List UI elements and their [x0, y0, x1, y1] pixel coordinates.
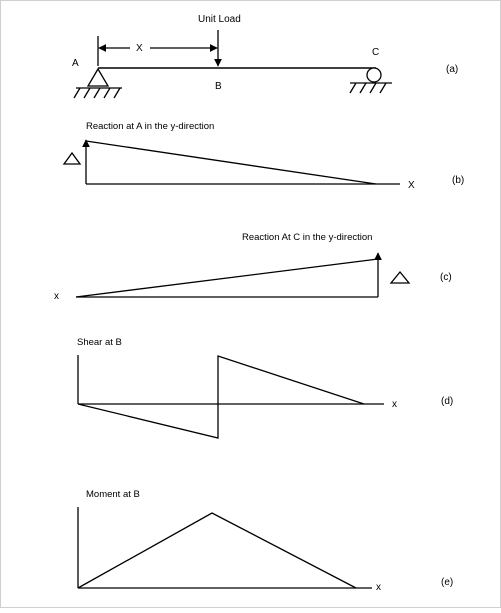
roller-support-icon — [350, 68, 392, 93]
unit-load-label: Unit Load — [198, 14, 241, 25]
panel-c-axis-label: x — [54, 291, 59, 302]
panel-e-title: Moment at B — [86, 489, 140, 500]
panel-d-influence-line — [78, 356, 364, 438]
panel-a-tag: (a) — [446, 64, 459, 75]
panel-a-beam-diagram — [72, 14, 458, 98]
panel-b-axis-label: X — [408, 180, 415, 191]
panel-c-tag: (c) — [440, 272, 452, 283]
point-a-label: A — [72, 58, 79, 69]
panel-e-axis-label: x — [376, 582, 381, 593]
delta-icon — [64, 153, 80, 164]
panel-b-influence-line — [86, 141, 376, 184]
panel-c-reaction-c — [54, 232, 452, 302]
distance-label: X — [136, 43, 143, 54]
panel-d-axis-label: x — [392, 399, 397, 410]
point-c-label: C — [372, 47, 380, 58]
point-b-label: B — [215, 81, 222, 92]
panel-c-title: Reaction At C in the y-direction — [242, 232, 373, 243]
pinned-support-icon — [74, 69, 122, 98]
panel-d-shear-b — [77, 337, 453, 438]
panel-e-tag: (e) — [441, 577, 454, 588]
panel-d-title: Shear at B — [77, 337, 122, 348]
delta-icon — [391, 272, 409, 283]
panel-b-tag: (b) — [452, 175, 465, 186]
panel-b-reaction-a — [64, 121, 464, 191]
panel-d-tag: (d) — [441, 396, 454, 407]
panel-e-moment-b — [78, 489, 453, 593]
panel-c-influence-line — [76, 259, 378, 297]
panel-b-title: Reaction at A in the y-direction — [86, 121, 215, 132]
panel-e-influence-line — [78, 513, 356, 588]
